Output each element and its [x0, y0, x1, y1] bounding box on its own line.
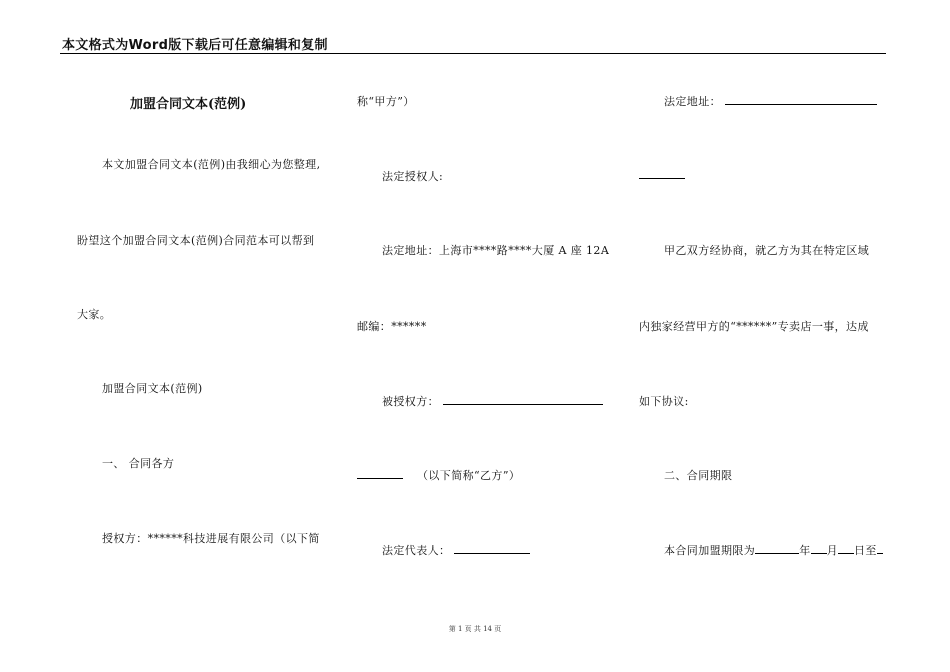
term-label: 本合同加盟期限为 — [664, 544, 756, 557]
agreement-intro-3: 如下协议: — [639, 395, 689, 408]
term-day-blank — [838, 543, 854, 554]
party-b-alias: （以下简称“乙方”） — [417, 469, 521, 482]
licensee-label: 被授权方： — [382, 395, 439, 408]
paragraph-intro-1: 本文加盟合同文本(范例)由我细心为您整理, — [102, 158, 321, 171]
term-day-label: 日至 — [854, 544, 877, 557]
paragraph-intro-2: 盼望这个加盟合同文本(范例)合同范本可以帮到 — [77, 234, 315, 247]
term-year-blank — [755, 543, 799, 554]
section-heading-parties: 一、 合同各方 — [102, 457, 175, 470]
term-month-label: 月 — [826, 544, 839, 557]
address-continuation-blank — [639, 168, 685, 179]
term-year-label: 年 — [799, 544, 811, 557]
legal-rep-line — [382, 542, 530, 558]
party-b-alias-line — [357, 467, 520, 483]
paragraph-intro-3: 大家。 — [77, 308, 112, 321]
postal-code: 邮编：****** — [357, 320, 427, 333]
address-continuation-line — [639, 168, 685, 182]
licensee-blank — [443, 394, 603, 405]
authorized-person-label: 法定授权人: — [382, 170, 444, 183]
page-number: 第 1 页 共 14 页 — [448, 625, 502, 633]
agreement-intro-2: 内独家经营甲方的“******”专卖店一事，达成 — [639, 320, 869, 333]
document-title: 加盟合同文本(范例) — [130, 97, 247, 112]
licensee-line — [382, 393, 603, 409]
legal-address-b-label: 法定地址： — [664, 95, 721, 108]
legal-rep-label: 法定代表人： — [382, 544, 451, 557]
licensor-line: 授权方：******科技进展有限公司（以下简 — [102, 532, 320, 545]
legal-address-b-line — [664, 93, 877, 109]
section-heading-term: 二、合同期限 — [664, 469, 733, 482]
term-end-blank — [877, 543, 883, 554]
section-subtitle: 加盟合同文本(范例) — [102, 382, 203, 395]
term-line — [664, 542, 883, 558]
party-b-blank — [357, 468, 403, 479]
legal-rep-blank — [454, 543, 530, 554]
header-divider — [60, 53, 886, 54]
agreement-intro-1: 甲乙双方经协商，就乙方为其在特定区域 — [664, 244, 870, 257]
document-header: 本文格式为Word版下载后可任意编辑和复制 — [62, 38, 328, 53]
legal-address-a: 法定地址：上海市****路****大厦 A 座 12A — [382, 244, 610, 257]
legal-address-b-blank — [725, 94, 877, 105]
party-a-alias: 称“甲方”） — [357, 95, 415, 108]
term-month-blank — [811, 543, 827, 554]
